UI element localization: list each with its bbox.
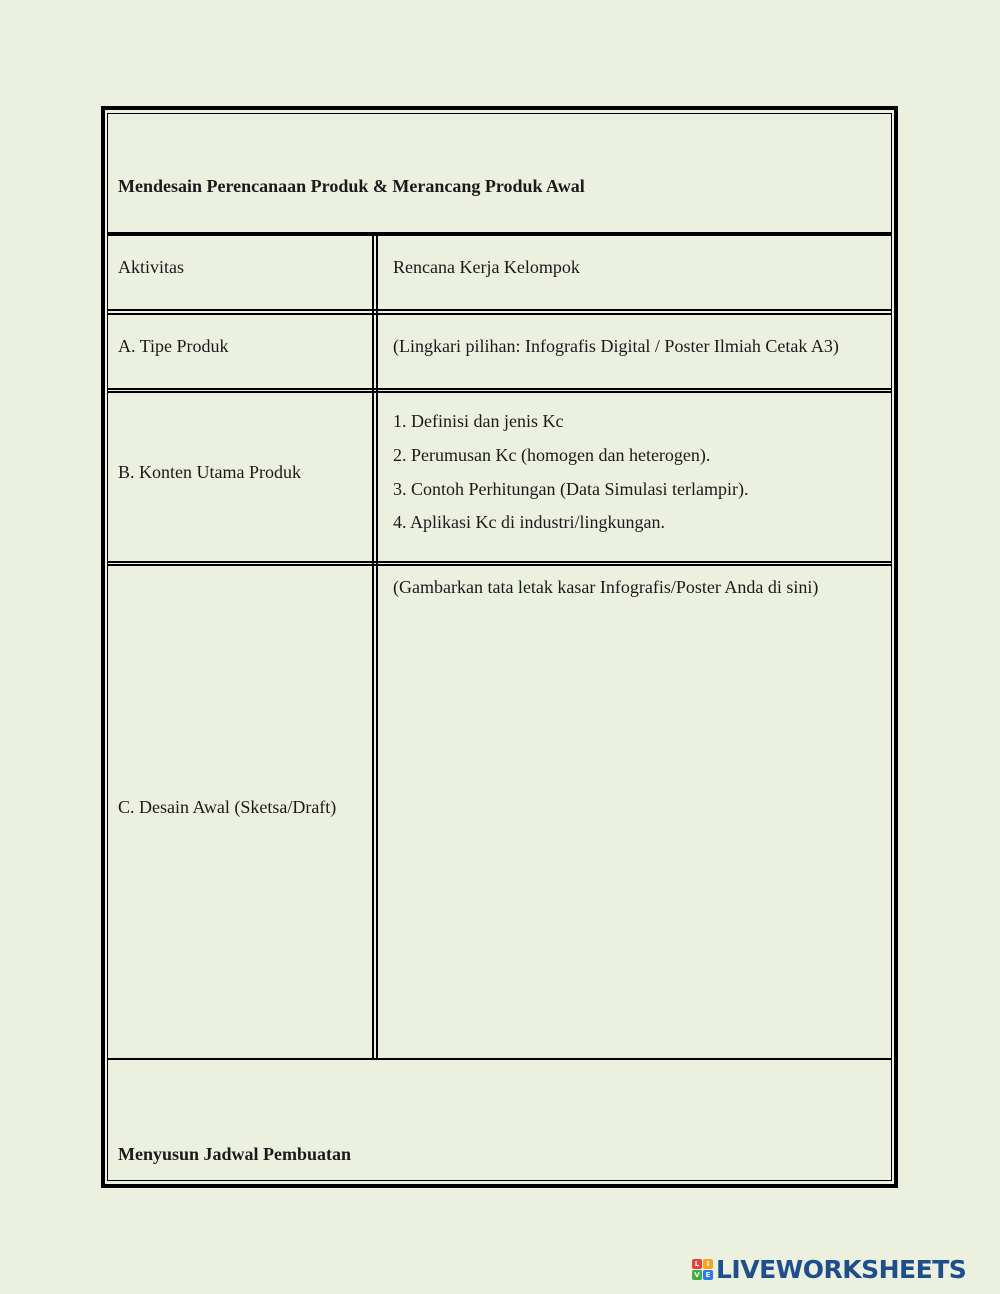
content-list-item: 2. Perumusan Kc (homogen dan heterogen). [393, 445, 711, 465]
logo-letter: L [692, 1259, 702, 1269]
divider [107, 1058, 892, 1060]
row-label-main-content: B. Konten Utama Produk [118, 462, 301, 482]
schedule-heading: Menyusun Jadwal Pembuatan [118, 1144, 352, 1164]
row-content-product-type[interactable]: (Lingkari pilihan: Infografis Digital / Poster Ilmiah Cetak A3) [393, 336, 839, 356]
content-list-item: 1. Definisi dan jenis Kc [393, 411, 564, 431]
row-label-product-type: A. Tipe Produk [118, 336, 229, 356]
content-list-item: 4. Aplikasi Kc di industri/lingkungan. [393, 512, 665, 532]
divider [107, 388, 892, 390]
column-divider [376, 233, 378, 1059]
row-label-initial-design: C. Desain Awal (Sketsa/Draft) [118, 797, 337, 817]
logo-letter: V [692, 1270, 702, 1280]
divider [107, 391, 892, 393]
divider [107, 309, 892, 311]
divider [107, 561, 892, 563]
logo-letter: E [703, 1270, 713, 1280]
logo-icon [692, 1259, 713, 1280]
column-divider [372, 233, 374, 1059]
divider [107, 564, 892, 566]
header-activity: Aktivitas [118, 257, 184, 277]
liveworksheets-logo [692, 1254, 966, 1284]
divider [107, 234, 892, 236]
sketch-area[interactable] [380, 606, 888, 1054]
row-content-initial-design: (Gambarkan tata letak kasar Infografis/Poster Anda di sini) [393, 577, 819, 597]
logo-text: LIVEWORKSHEETS [716, 1254, 967, 1284]
section-title: Mendesain Perencanaan Produk & Merancang Produk Awal [118, 176, 585, 196]
header-work-plan: Rencana Kerja Kelompok [393, 257, 580, 277]
content-list-item: 3. Contoh Perhitungan (Data Simulasi terlampir). [393, 479, 749, 499]
divider [107, 313, 892, 315]
logo-letter: I [703, 1259, 713, 1269]
